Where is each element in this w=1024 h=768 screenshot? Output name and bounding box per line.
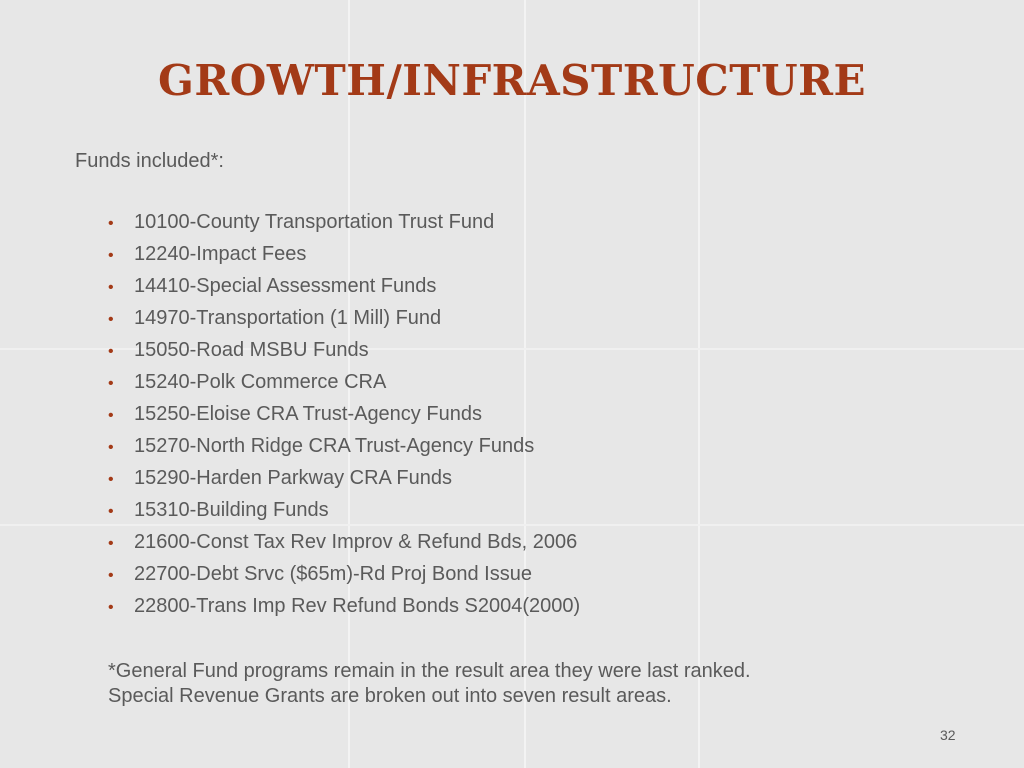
footnote-line: *General Fund programs remain in the result area they were last ranked. [108,660,751,682]
footnote [108,659,968,709]
bullet-icon: • [108,215,114,232]
page-number: 32 [940,727,956,743]
fund-name: 22700-Debt Srvc ($65m)-Rd Proj Bond Issue [134,563,532,585]
bullet-icon: • [108,471,114,488]
fund-list-item [108,399,580,431]
fund-list-item [108,239,580,271]
background-divider [698,0,700,768]
funds-intro: Funds included*: [75,150,224,172]
slide-title: GROWTH/INFRASTRUCTURE [158,56,866,105]
bullet-icon: • [108,407,114,424]
fund-list-item [108,591,580,623]
fund-name: 15290-Harden Parkway CRA Funds [134,467,452,489]
fund-name: 15250-Eloise CRA Trust-Agency Funds [134,403,482,425]
fund-list-item [108,431,580,463]
fund-name: 15240-Polk Commerce CRA [134,371,387,393]
fund-list-item [108,271,580,303]
footnote-line: Special Revenue Grants are broken out into seven result areas. [108,685,672,707]
fund-list-item [108,335,580,367]
fund-name: 14970-Transportation (1 Mill) Fund [134,307,442,329]
fund-list-item [108,303,580,335]
fund-name: 10100-County Transportation Trust Fund [134,211,495,233]
bullet-icon: • [108,311,114,328]
bullet-icon: • [108,439,114,456]
bullet-icon: • [108,535,114,552]
fund-list-item [108,495,580,527]
bullet-icon: • [108,599,114,616]
bullet-icon: • [108,375,114,392]
bullet-icon: • [108,503,114,520]
fund-list-item [108,559,580,591]
fund-name: 15310-Building Funds [134,499,329,521]
fund-name: 22800-Trans Imp Rev Refund Bonds S2004(2000) [134,595,581,617]
fund-name: 15050-Road MSBU Funds [134,339,369,361]
fund-name: 21600-Const Tax Rev Improv & Refund Bds, 2006 [134,531,578,553]
fund-name: 14410-Special Assessment Funds [134,275,437,297]
bullet-icon: • [108,247,114,264]
fund-list-item [108,207,580,239]
fund-name: 12240-Impact Fees [134,243,307,265]
fund-list [108,207,580,623]
fund-list-item [108,463,580,495]
fund-list-item [108,367,580,399]
bullet-icon: • [108,279,114,296]
bullet-icon: • [108,343,114,360]
fund-list-item [108,527,580,559]
fund-name: 15270-North Ridge CRA Trust-Agency Funds [134,435,535,457]
bullet-icon: • [108,567,114,584]
